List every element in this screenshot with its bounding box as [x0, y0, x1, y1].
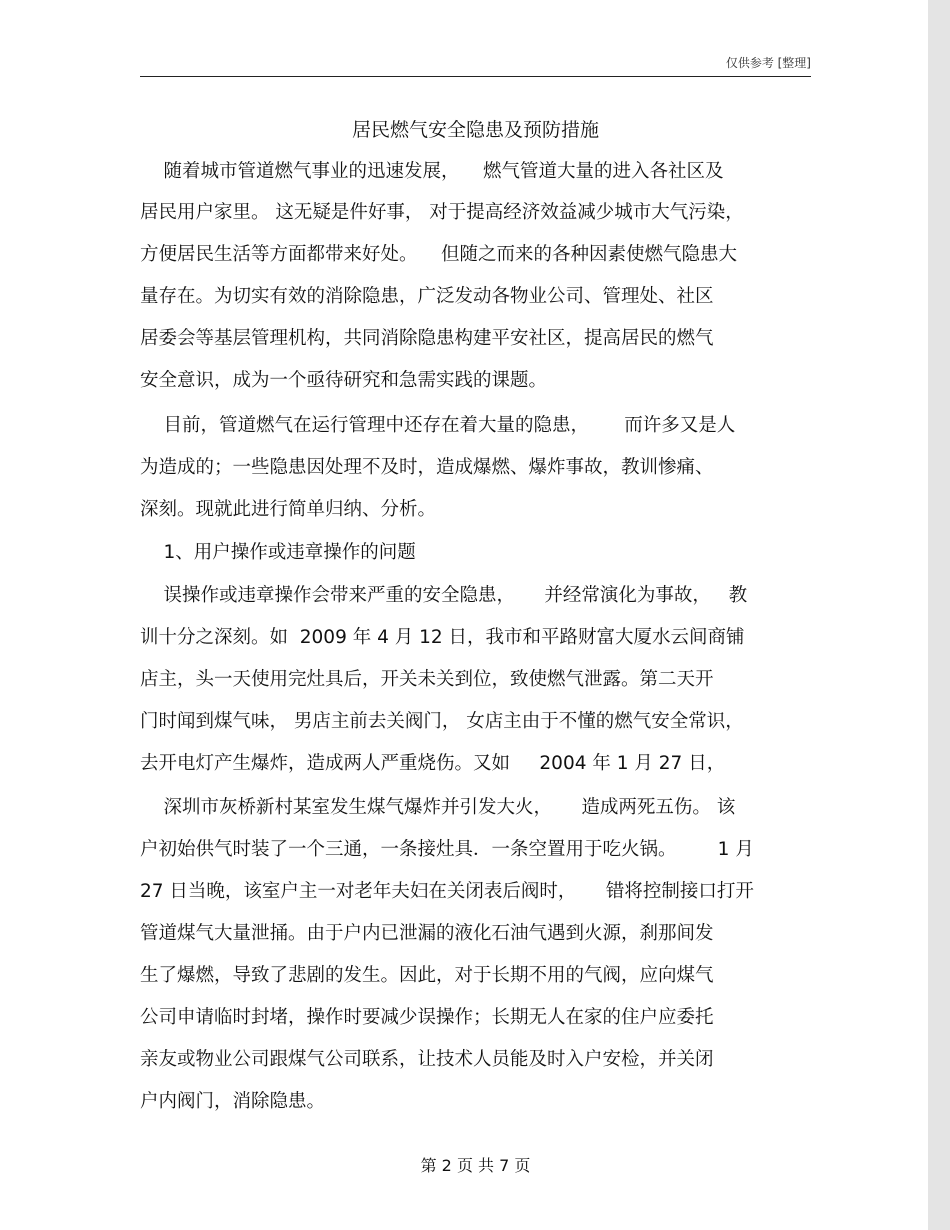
body-line: 店主，头一天使用完灶具后，开关未关到位，致使燃气泄露。第二天开: [140, 669, 714, 690]
body-line: 居委会等基层管理机构，共同消除隐患构建平安社区，提高居民的燃气: [140, 328, 714, 349]
body-line: 公司申请临时封堵，操作时要减少误操作；长期无人在家的住户应委托: [140, 1007, 714, 1028]
page-number-footer: 第 2 页 共 7 页: [420, 1156, 531, 1175]
header-note: 仅供参考 [整理]: [725, 56, 811, 70]
body-line: 亲友或物业公司跟煤气公司联系，让技术人员能及时入户安检，并关闭: [140, 1049, 714, 1070]
page-edge-shadow: [928, 0, 950, 1230]
body-line: 户内阀门，消除隐患。: [140, 1091, 326, 1112]
body-line: 随着城市管道燃气事业的迅速发展， 燃气管道大量的进入各社区及: [140, 161, 724, 182]
body-line: 误操作或违章操作会带来严重的安全隐患， 并经常演化为事故， 教: [140, 585, 748, 606]
section-heading: 1、用户操作或违章操作的问题: [140, 542, 416, 563]
body-line: 深圳市灰桥新村某室发生煤气爆炸并引发大火， 造成两死五伤。 该: [140, 797, 736, 818]
body-line: 户初始供气时装了一个三通，一条接灶具．一条空置用于吃火锅。 1 月: [140, 839, 754, 860]
body-line: 深刻。现就此进行简单归纳、分析。: [140, 499, 437, 520]
body-line: 生了爆燃，导致了悲剧的发生。因此，对于长期不用的气阀，应向煤气: [140, 965, 714, 986]
body-line: 为造成的；一些隐患因处理不及时，造成爆燃、爆炸事故，教训惨痛、: [140, 457, 714, 478]
body-line: 目前，管道燃气在运行管理中还存在着大量的隐患， 而许多又是人: [140, 415, 736, 436]
body-line: 管道煤气大量泄捅。由于户内已泄漏的液化石油气遇到火源，刹那间发: [140, 923, 714, 944]
body-line: 训十分之深刻。如 2009 年 4 月 12 日，我市和平路财富大厦水云间商铺: [140, 627, 745, 648]
body-line: 方便居民生活等方面都带来好处。 但随之而来的各种因素使燃气隐患大: [140, 244, 738, 265]
body-line: 量存在。为切实有效的消除隐患，广泛发动各物业公司、管理处、社区: [140, 286, 714, 307]
page-header: [140, 54, 811, 77]
body-line: 居民用户家里。 这无疑是件好事， 对于提高经济效益减少城市大气污染，: [140, 202, 744, 223]
body-line: 门时闻到煤气味， 男店主前去关阀门， 女店主由于不懂的燃气安全常识，: [140, 711, 744, 732]
body-line: 安全意识，成为一个亟待研究和急需实践的课题。: [140, 370, 548, 391]
body-line: 去开电灯产生爆炸，造成两人严重烧伤。又如 2004 年 1 月 27 日，: [140, 753, 726, 774]
body-line: 27 日当晚，该室户主一对老年夫妇在关闭表后阀时， 错将控制接口打开: [140, 881, 754, 902]
document-title: 居民燃气安全隐患及预防措施: [351, 119, 599, 141]
